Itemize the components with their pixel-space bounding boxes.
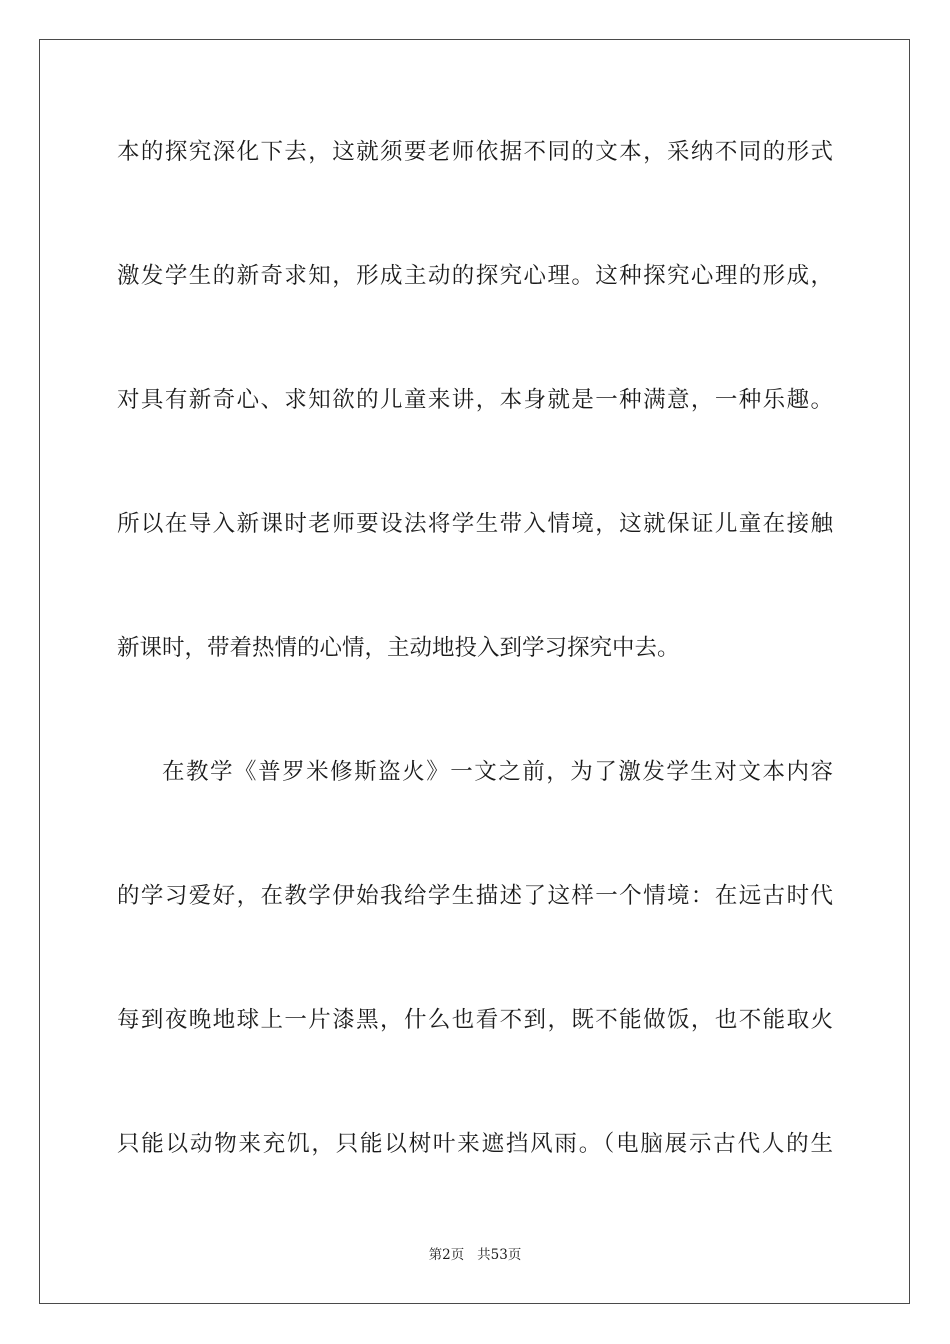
page-number: 2 [442, 1247, 451, 1263]
page-footer [0, 1246, 950, 1264]
body-text-line: 本的探究深化下去，这就须要老师依据不同的文本，采纳不同的形式 [117, 139, 833, 165]
paragraph-first-line: 在教学《普罗米修斯盗火》一文之前，为了激发学生对文本内容 [162, 759, 833, 785]
page-border [39, 39, 910, 1304]
page-suffix: 页 [450, 1247, 465, 1263]
total-pages: 53 [490, 1247, 508, 1263]
body-text-line: 对具有新奇心、求知欲的儿童来讲，本身就是一种满意，一种乐趣。 [117, 387, 833, 413]
body-text-line: 所以在导入新课时老师要设法将学生带入情境，这就保证儿童在接触 [117, 511, 833, 537]
body-text-line: 只能以动物来充饥，只能以树叶来遮挡风雨。（电脑展示古代人的生 [117, 1131, 833, 1157]
body-text-line: 新课时，带着热情的心情，主动地投入到学习探究中去。 [117, 635, 680, 661]
body-text-line: 激发学生的新奇求知，形成主动的探究心理。这种探究心理的形成， [117, 263, 833, 289]
body-text-line: 的学习爱好，在教学伊始我给学生描述了这样一个情境：在远古时代 [117, 883, 833, 909]
body-text-line: 每到夜晚地球上一片漆黑，什么也看不到，既不能做饭，也不能取火 [117, 1007, 833, 1033]
total-suffix: 页 [507, 1247, 522, 1263]
page-label: 第 [428, 1247, 443, 1263]
total-prefix: 共 [477, 1247, 491, 1263]
